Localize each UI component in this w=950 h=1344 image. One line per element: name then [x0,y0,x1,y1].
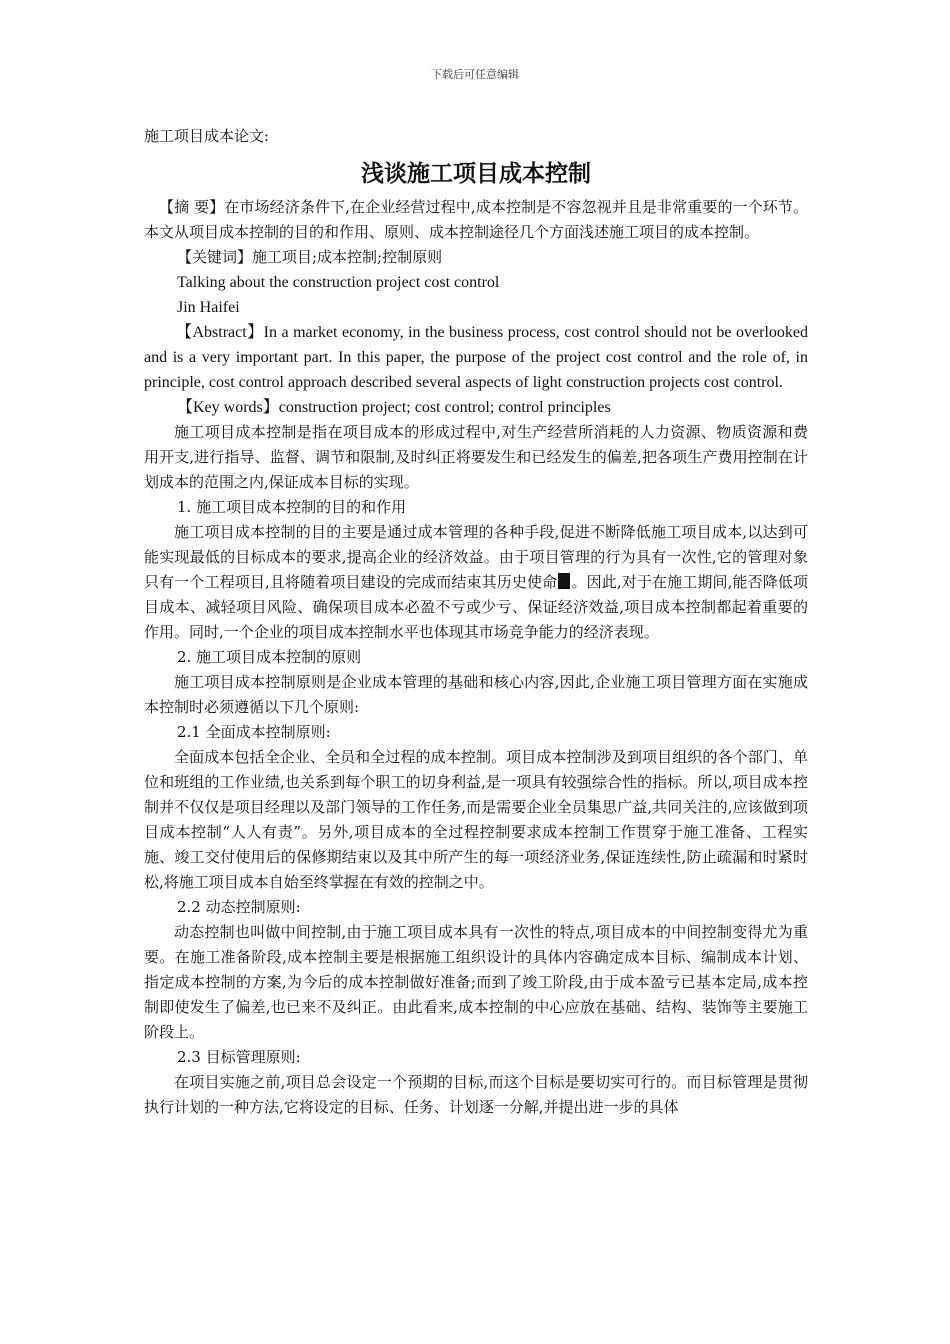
section-2-2-paragraph: 动态控制也叫做中间控制,由于施工项目成本具有一次性的特点,项目成本的中间控制变得尤为重要。在施工准备阶段,成本控制主要是根据施工组织设计的具体内容确定成本目标、编制成本计划、指定成本控制的方案,为今后的成本控制做好准备;而到了竣工阶段,由于成本盈亏已基本定局,成本控制即使发生了偏差,也已来不及纠正。由此看来,成本控制的中心应放在基础、结构、装饰等主要施工阶段上。 [144,923,808,1041]
section-2-heading: 2. 施工项目成本控制的原则 [177,648,362,666]
keywords-cn: 【关键词】施工项目;成本控制;控制原则 [177,248,443,266]
section-2-1-paragraph: 全面成本包括全企业、全员和全过程的成本控制。项目成本控制涉及到项目组织的各个部门、单位和班组的工作业绩,也关系到每个职工的切身利益,是一项具有较强综合性的指标。所以,项目成本控制并不仅仅是项目经理以及部门领导的工作任务,而是需要企业全员集思广益,共同关注的,应该做到项目成本控制“人人有责”。另外,项目成本的全过程控制要求成本控制工作贯穿于施工准备、工程实施、竣工交付使用后的保修期结束以及其中所产生的每一项经济业务,保证连续性,防止疏漏和时紧时松,将施工项目成本自始至终掌握在有效的控制之中。 [144,748,808,891]
section-1-text-a: 施工项目成本控制的目的主要是通过成本管理的各种手段,促进不断降低施工项目成本,以达到可能实现最低的目标成本的要求,提高企业的经济效益。由于项目管理的行为具有一次性,它的管理对象只有一个工程项目,且将随着项目建设的完成而结束其历史使命 [144,523,808,591]
section-1-text-b: 。因此,对于在施工期间,能否降低项目成本、减轻项目风险、确保项目成本必盈不亏或少亏、保证经济效益,项目成本控制都起着重要的作用。同时,一个企业的项目成本控制水平也体现其市场竞争能力的经济表现。 [144,573,808,641]
page-header-note: 下载后可任意编辑 [431,68,519,81]
redaction-mark [558,573,570,589]
section-2-3-paragraph: 在项目实施之前,项目总会设定一个预期的目标,而这个目标是要切实可行的。而目标管理是贯彻执行计划的一种方法,它将设定的目标、任务、计划逐一分解,并提出进一步的具体 [144,1073,808,1116]
abstract-cn: 【摘 要】在市场经济条件下,在企业经营过程中,成本控制是不容忽视并且是非常重要的一个环节。本文从项目成本控制的目的和作用、原则、成本控制途径几个方面浅述施工项目的成本控制。 [144,198,808,241]
title-en: Talking about the construction project cost control [177,274,500,291]
section-2-1-heading: 2.1 全面成本控制原则: [177,723,331,741]
document-body [144,124,808,1120]
keywords-en: 【Key words】construction project; cost control; control principles [177,399,611,416]
abstract-en: 【Abstract】In a market economy, in the business process, cost control should not be overlooked and is a very important part. In this paper, the purpose of the project cost control and the role of, in principle, cost control approach described several aspects of light construction projects cost control. [144,324,808,391]
category-label: 施工项目成本论文: [144,127,270,145]
page-title: 浅谈施工项目成本控制 [361,161,591,187]
section-1-paragraph [144,520,808,645]
section-2-3-heading: 2.3 目标管理原则: [177,1048,301,1066]
section-2-2-heading: 2.2 动态控制原则: [177,898,301,916]
author-en: Jin Haifei [177,299,240,316]
section-2-paragraph: 施工项目成本控制原则是企业成本管理的基础和核心内容,因此,企业施工项目管理方面在实施成本控制时必须遵循以下几个原则: [144,673,808,716]
intro-paragraph: 施工项目成本控制是指在项目成本的形成过程中,对生产经营所消耗的人力资源、物质资源和费用开支,进行指导、监督、调节和限制,及时纠正将要发生和已经发生的偏差,把各项生产费用控制在计划成本的范围之内,保证成本目标的实现。 [144,423,808,491]
section-1-heading: 1. 施工项目成本控制的目的和作用 [177,498,407,516]
